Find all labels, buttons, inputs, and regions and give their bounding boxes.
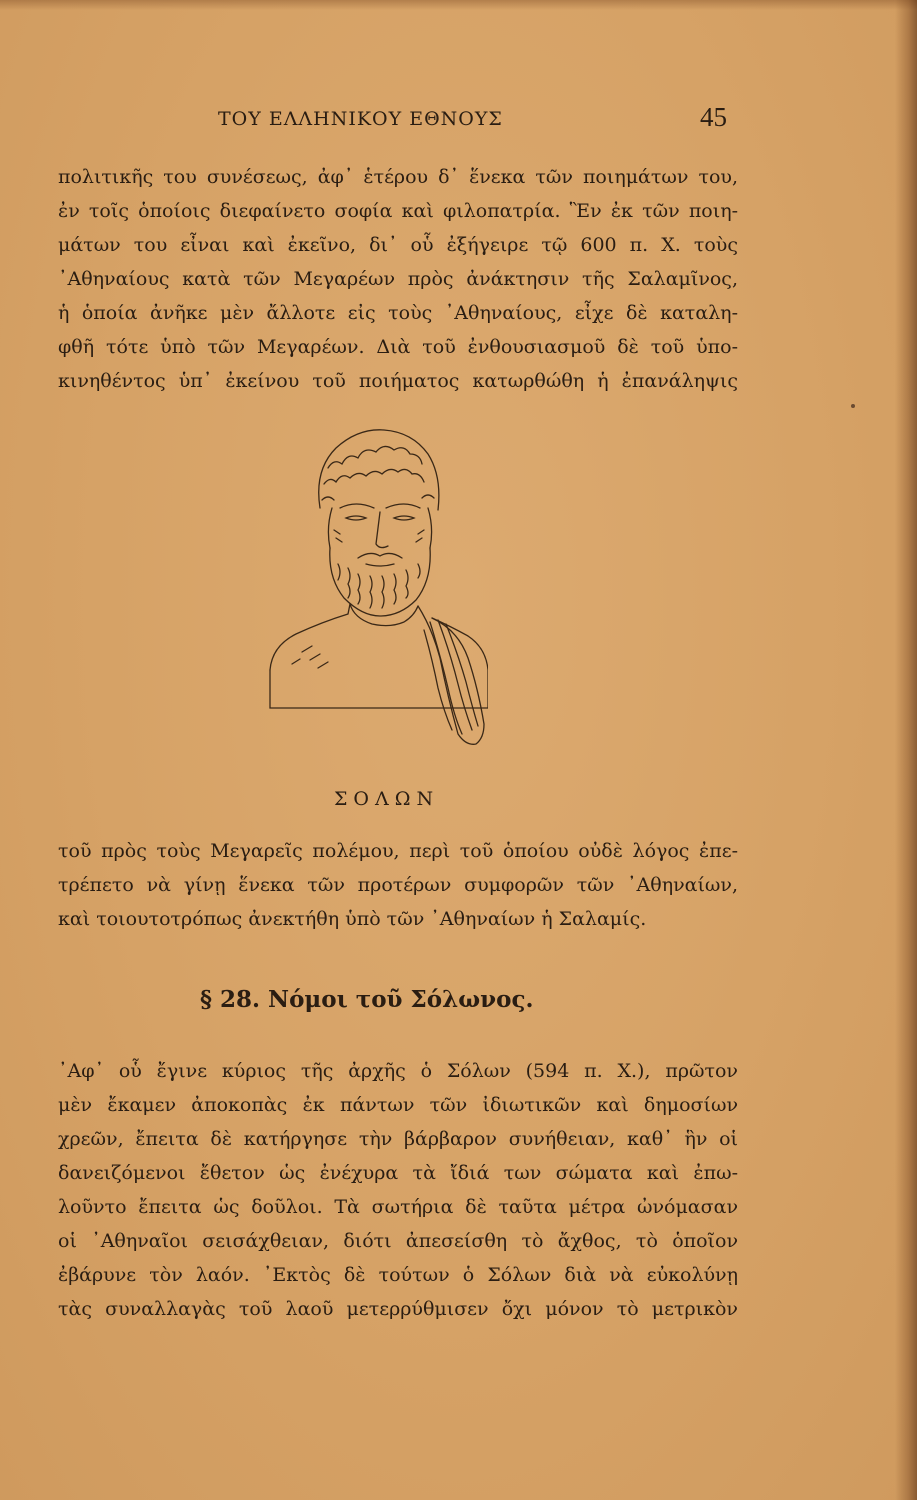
text-line: καὶ τοιουτοτρόπως ἀνεκτήθη ὑπὸ τῶν ᾿Αθηναίων ἡ Σαλαμίς. xyxy=(58,908,647,930)
paper-speck xyxy=(851,404,855,408)
text-line: ᾿Αφ᾿ οὗ ἔγινε κύριος τῆς ἀρχῆς ὁ Σόλων (594 π. Χ.), πρῶτον xyxy=(58,1060,738,1082)
paragraph-2 xyxy=(58,834,738,936)
page-edge-shadow xyxy=(895,0,917,1500)
solon-bust-engraving xyxy=(262,408,488,770)
text-line: μάτων του εἶναι καὶ ἐκεῖνο, δι᾿ οὗ ἐξήγειρε τῷ 600 π. Χ. τοὺς xyxy=(58,234,738,256)
text-line: δανειζόμενοι ἔθετον ὡς ἐνέχυρα τὰ ἴδιά των σώματα καὶ ἐπω- xyxy=(58,1162,738,1184)
paragraph-3 xyxy=(58,1054,738,1326)
text-line: πολιτικῆς του συνέσεως, ἀφ᾿ ἑτέρου δ᾿ ἕνεκα τῶν ποιημάτων του, xyxy=(58,166,738,188)
section-heading: § 28. Νόμοι τοῦ Σόλωνος. xyxy=(200,986,534,1013)
page-number: 45 xyxy=(700,102,727,132)
text-line: τρέπετο νὰ γίνῃ ἕνεκα τῶν προτέρων συμφορῶν τῶν ᾿Αθηναίων, xyxy=(58,874,738,896)
running-head: ΤΟΥ ΕΛΛΗΝΙΚΟΥ ΕΘΝΟΥΣ xyxy=(218,108,503,130)
text-line: ἐν τοῖς ὁποίοις διεφαίνετο σοφία καὶ φιλοπατρία. Ἓν ἐκ τῶν ποιη- xyxy=(58,200,738,222)
text-line: ᾿Αθηναίους κατὰ τῶν Μεγαρέων πρὸς ἀνάκτησιν τῆς Σαλαμῖνος, xyxy=(58,268,738,290)
text-line: μὲν ἔκαμεν ἀποκοπὰς ἐκ πάντων τῶν ἰδιωτικῶν καὶ δημοσίων xyxy=(58,1094,738,1116)
text-line: ἐβάρυνε τὸν λαόν. ᾿Εκτὸς δὲ τούτων ὁ Σόλων διὰ νὰ εὐκολύνῃ xyxy=(58,1264,738,1286)
text-line: χρεῶν, ἔπειτα δὲ κατήργησε τὴν βάρβαρον συνήθειαν, καθ᾿ ἣν οἱ xyxy=(58,1128,738,1150)
text-line: τοῦ πρὸς τοὺς Μεγαρεῖς πολέμου, περὶ τοῦ ὁποίου οὐδὲ λόγος ἐπε- xyxy=(58,840,738,862)
paragraph-1 xyxy=(58,160,738,398)
figure-caption: ΣΟΛΩΝ xyxy=(334,788,440,810)
text-line: κινηθέντος ὑπ᾿ ἐκείνου τοῦ ποιήματος κατωρθώθη ἡ ἐπανάληψις xyxy=(58,370,738,392)
text-line: τὰς συναλλαγὰς τοῦ λαοῦ μετερρύθμισεν ὄχι μόνον τὸ μετρικὸν xyxy=(58,1298,738,1320)
text-line: ἡ ὁποία ἀνῆκε μὲν ἄλλοτε εἰς τοὺς ᾿Αθηναίους, εἶχε δὲ καταλη- xyxy=(58,302,738,324)
text-line: οἱ ᾿Αθηναῖοι σεισάχθειαν, διότι ἀπεσείσθη τὸ ἄχθος, τὸ ὁποῖον xyxy=(58,1230,738,1252)
page-top-shadow xyxy=(0,0,917,10)
text-line: φθῆ τότε ὑπὸ τῶν Μεγαρέων. Διὰ τοῦ ἐνθουσιασμοῦ δὲ τοῦ ὑπο- xyxy=(58,336,738,358)
text-line: λοῦντο ἔπειτα ὡς δοῦλοι. Τὰ σωτήρια δὲ ταῦτα μέτρα ὠνόμασαν xyxy=(58,1196,738,1218)
